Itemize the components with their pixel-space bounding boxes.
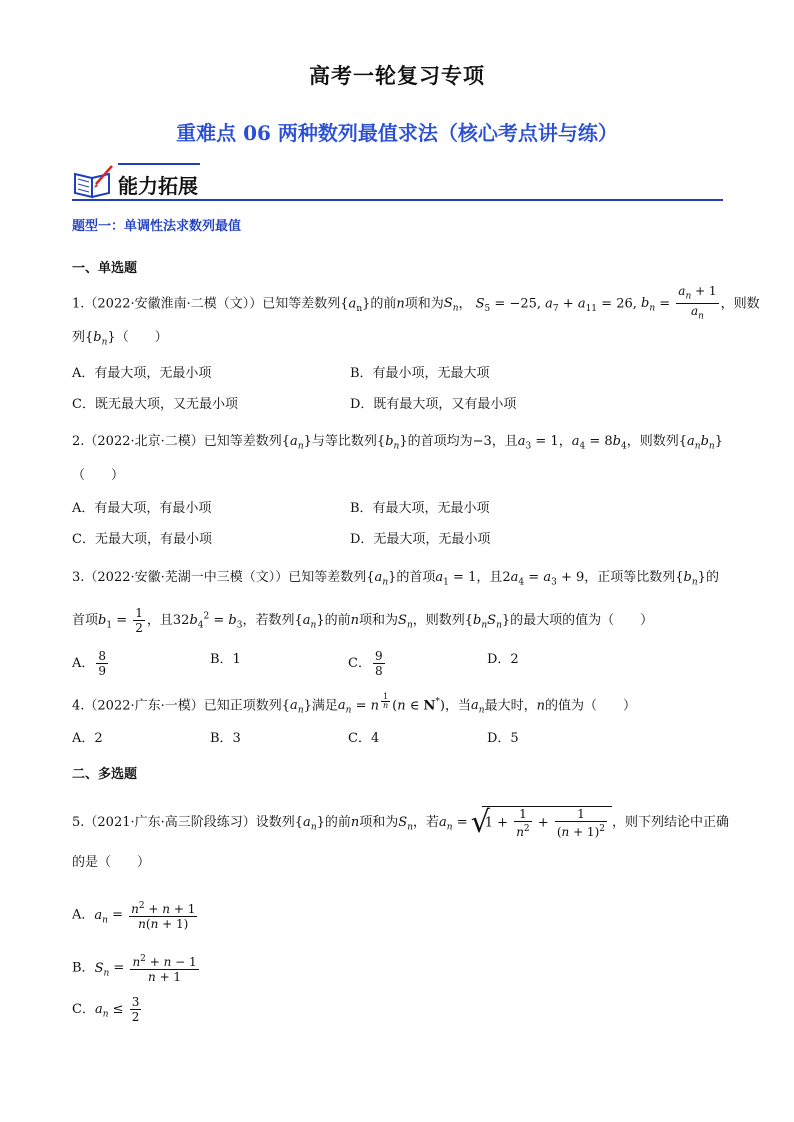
question-2-line-1: 2.（2022·北京·二模）已知等差数列$\{a_n\}$与等比数列$\{b_n\}$的首项均为−3，且$a_3 = 1$，$a_4 = 8b_4$，则数列$\{a_nb_n\}$ xyxy=(72,434,723,452)
question-4-line-1: 4.（2022·广东·一模）已知正项数列$\{a_n\}$满足$a_n = n$ $^{\frac{1}{n}}$ (n ∈ N*)，当$a_n$最大时，n的值为（ ） xyxy=(72,692,636,716)
q2-option-c: C．无最大项，有最小项 xyxy=(72,532,212,547)
question-1-line-1: 1.（2022·安徽淮南·二模（文））已知等差数列$\{a_n\}$的前n项和为$S_n$， $S_5 = -25$, $a_7 + a_{11} = 26$, $b_n$ = $\frac{a_n + 1}{a_n}$ ，则数 xyxy=(72,284,760,322)
q5-option-a: A．$a_n$ = $\frac{n^2 + n + 1}{n(n + 1)}$ xyxy=(72,901,196,931)
question-1-line-2: 列$\{b_n\}$（ ） xyxy=(72,330,168,348)
q3-option-b: B．1 xyxy=(210,652,241,667)
question-3-line-1: 3.（2022·安徽·芜湖一中三模（文））已知等差数列$\{a_n\}$的首项$a_1 = 1$，且$2a_4 = a_3 + 9$，正项等比数列$\{b_n\}$的 xyxy=(72,570,719,588)
section-title: 能力拓展 xyxy=(118,174,198,198)
q4-option-c: C．4 xyxy=(348,731,380,746)
question-5-line-1: 5.（2021·广东·高三阶段练习）设数列$\{a_n\}$的前n项和为$S_n$，若$a_n$ = √ 1 + $\frac{1}{n^2}$ + $\frac{1}{(n + 1)^2}$ ，则下列结论中正确 xyxy=(72,806,729,839)
q5-option-b: B．$S_n$ = $\frac{n^2 + n - 1}{n + 1}$ xyxy=(72,954,197,984)
q4-option-b: B．3 xyxy=(210,731,241,746)
page-title: 高考一轮复习专项 xyxy=(309,63,485,88)
q4-option-d: D．5 xyxy=(487,731,519,746)
q1-option-c: C．既无最大项，又无最小项 xyxy=(72,397,238,412)
q2-option-d: D．无最大项，无最小项 xyxy=(350,532,491,547)
part-heading-multi: 二、多选题 xyxy=(72,767,138,782)
q2-option-b: B．有最大项，无最小项 xyxy=(350,501,490,516)
page-subtitle: 重难点 06 两种数列最值求法（核心考点讲与练） xyxy=(176,121,618,145)
q1-option-d: D．既有最大项，又有最小项 xyxy=(350,397,517,412)
question-2-line-2: （ ） xyxy=(72,468,125,483)
q1-option-a: A．有最大项，无最小项 xyxy=(72,366,212,381)
question-3-line-2: 首项$b_1$ = $\frac{1}{2}$ ，且$32b_4^2 = b_3$，若数列$\{a_n\}$的前n项和为$S_n$，则数列$\{b_nS_n\}$的最大项的值为（ ） xyxy=(72,606,654,635)
q3-option-d: D．2 xyxy=(487,652,519,667)
q3-option-c: C． $\frac{9}{8}$ xyxy=(348,649,383,678)
q4-option-a: A．2 xyxy=(72,731,103,746)
q5-option-c: C．$a_n$ ≤ $\frac{3}{2}$ xyxy=(72,995,140,1024)
q2-option-a: A．有最大项，有最小项 xyxy=(72,501,212,516)
header-accent-line xyxy=(118,163,200,165)
section-header xyxy=(72,160,723,202)
part-heading-single: 一、单选题 xyxy=(72,261,138,276)
book-pen-icon xyxy=(72,164,114,200)
question-type-heading: 题型一：单调性法求数列最值 xyxy=(72,219,242,234)
q3-option-a: A． $\frac{8}{9}$ xyxy=(72,649,107,678)
q1-option-b: B．有最小项，无最大项 xyxy=(350,366,490,381)
question-5-line-2: 的是（ ） xyxy=(72,855,151,870)
header-rule xyxy=(72,199,723,201)
